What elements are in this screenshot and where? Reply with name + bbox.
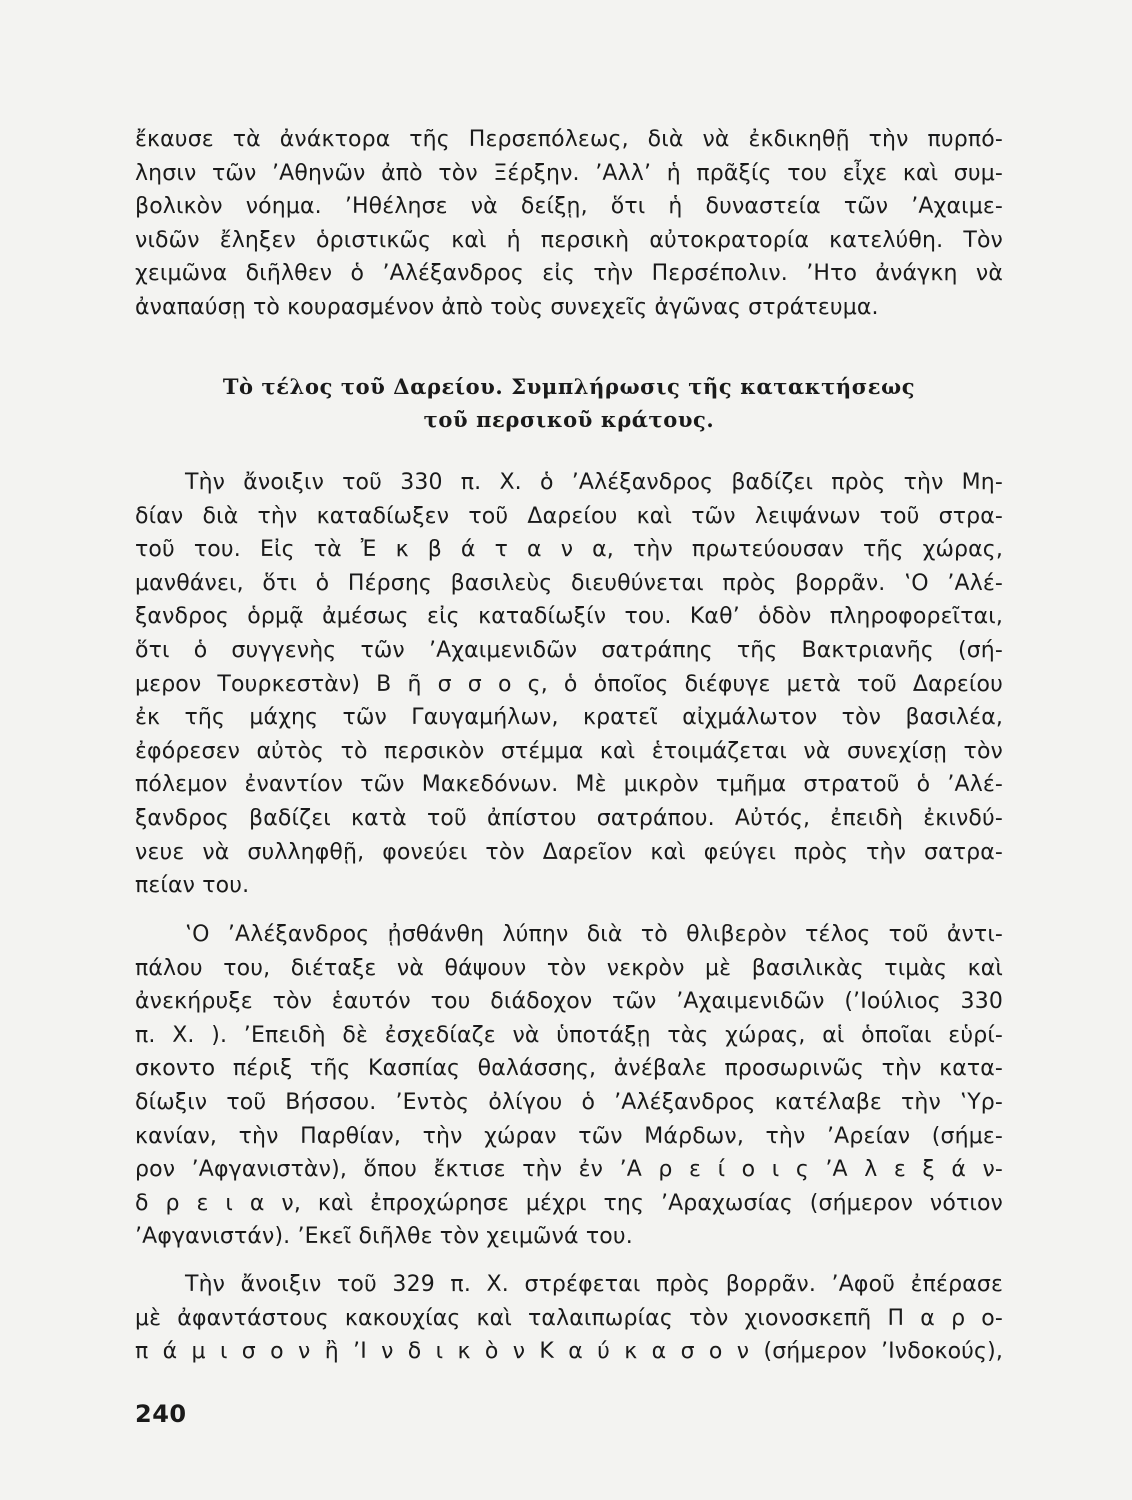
text-line: πόλεμον ἐναντίον τῶν Μακεδόνων. Μὲ μικρὸν τμῆμα στρατοῦ ὁ ’Αλέ- — [135, 772, 1003, 798]
heading-line: τοῦ περσικοῦ κράτους. — [423, 407, 715, 432]
text-line: μερον Τουρκεστὰν) Β ῆ σ σ ο ς, ὁ ὁποῖος διέφυγε μετὰ τοῦ Δαρείου — [135, 671, 1003, 697]
text-line: μὲ ἀφαντάστους κακουχίας καὶ ταλαιπωρίας τὸν χιονοσκεπῆ Π α ρ ο- — [135, 1305, 1003, 1331]
text-line: σκοντο πέριξ τῆς Κασπίας θαλάσσης, ἀνέβαλε προσωρινῶς τὴν κατα- — [135, 1056, 1003, 1082]
text-line: ξανδρος βαδίζει κατὰ τοῦ ἀπίστου σατράπου. Αὐτός, ἐπειδὴ ἐκινδύ- — [135, 805, 1003, 831]
section-heading — [135, 370, 1003, 436]
text-line: ὅτι ὁ συγγενὴς τῶν ’Αχαιμενιδῶν σατράπης τῆς Βακτριανῆς (σή- — [135, 637, 1003, 663]
text-line: πάλου του, διέταξε νὰ θάψουν τὸν νεκρὸν μὲ βασιλικὰς τιμὰς καὶ — [135, 955, 1003, 981]
text-line: ἐφόρεσεν αὐτὸς τὸ περσικὸν στέμμα καὶ ἑτοιμάζεται νὰ συνεχίσῃ τὸν — [135, 738, 1003, 764]
text-line: ‛Ο ’Αλέξανδρος ᾐσθάνθη λύπην διὰ τὸ θλιβερὸν τέλος τοῦ ἀντι- — [185, 922, 1003, 947]
text-line: δ ρ ε ι α ν, καὶ ἐπροχώρησε μέχρι της ’Αραχωσίας (σήμερον νότιον — [135, 1190, 1003, 1216]
text-line: βολικὸν νόημα. ’Ηθέλησε νὰ δείξῃ, ὅτι ἡ δυναστεία τῶν ’Αχαιμε- — [135, 194, 1003, 220]
text-line: ἐκ τῆς μάχης τῶν Γαυγαμήλων, κρατεῖ αἰχμάλωτον τὸν βασιλέα, — [135, 705, 1003, 731]
paragraph-2 — [135, 466, 1003, 903]
text-line: κανίαν, τὴν Παρθίαν, τὴν χώραν τῶν Μάρδων, τὴν ’Αρείαν (σήμε- — [135, 1123, 1003, 1149]
text-line: ἔκαυσε τὰ ἀνάκτορα τῆς Περσεπόλεως, διὰ νὰ ἐκδικηθῇ τὴν πυρπό- — [135, 127, 1003, 152]
text-line: νιδῶν ἔληξεν ὁριστικῶς καὶ ἡ περσικὴ αὐτοκρατορία κατελύθη. Τὸν — [135, 227, 1003, 253]
text-line: ’Αφγανιστάν). ’Εκεῖ διῆλθε τὸν χειμῶνά του. — [135, 1224, 633, 1250]
text-line: δίωξιν τοῦ Βήσσου. ’Εντὸς ὀλίγου ὁ ’Αλέξανδρος κατέλαβε τὴν ‛Υρ- — [135, 1089, 1003, 1115]
text-line: ξανδρος ὁρμᾷ ἀμέσως εἰς καταδίωξίν του. Καθ’ ὁδὸν πληροφορεῖται, — [135, 604, 1003, 630]
paragraph-4 — [135, 1268, 1003, 1369]
paragraph-1 — [135, 123, 1003, 325]
text-line: πείαν του. — [135, 873, 250, 899]
text-line: ρον ’Αφγανιστὰν), ὅπου ἔκτισε τὴν ἐν ’Α ρ ε ί ο ι ς ’Α λ ε ξ ά ν- — [135, 1157, 1003, 1183]
text-line: ἀνεκήρυξε τὸν ἑαυτόν του διάδοχον τῶν ’Αχαιμενιδῶν (’Ιούλιος 330 — [135, 989, 1003, 1015]
text-line: Τὴν ἄνοιξιν τοῦ 329 π. Χ. στρέφεται πρὸς βορρᾶν. ’Αφοῦ ἐπέρασε — [185, 1272, 1003, 1297]
text-line: χειμῶνα διῆλθεν ὁ ’Αλέξανδρος εἰς τὴν Περσέπολιν. ’Ητο ἀνάγκη νὰ — [135, 261, 1003, 287]
text-line: π ά μ ι σ ο ν ἢ ’Ι ν δ ι κ ὸ ν Κ α ύ κ α σ ο ν (σήμερον ’Ινδοκούς), — [135, 1339, 1003, 1365]
page-number: 240 — [135, 1400, 187, 1428]
text-line: δίαν διὰ τὴν καταδίωξεν τοῦ Δαρείου καὶ τῶν λειψάνων τοῦ στρα- — [135, 503, 1003, 529]
text-line: νευε νὰ συλληφθῇ, φονεύει τὸν Δαρεῖον καὶ φεύγει πρὸς τὴν σατρα- — [135, 839, 1003, 865]
text-line: ἀναπαύσῃ τὸ κουρασμένον ἀπὸ τοὺς συνεχεῖς ἀγῶνας στράτευμα. — [135, 294, 879, 320]
text-line: Τὴν ἄνοιξιν τοῦ 330 π. Χ. ὁ ’Αλέξανδρος βαδίζει πρὸς τὴν Μη- — [185, 470, 1003, 495]
heading-line: Τὸ τέλος τοῦ Δαρείου. Συμπλήρωσις τῆς κατακτήσεως — [222, 374, 916, 399]
text-line: λησιν τῶν ’Αθηνῶν ἀπὸ τὸν Ξέρξην. ’Αλλ’ ἡ πρᾶξίς του εἶχε καὶ συμ- — [135, 160, 1003, 186]
text-line: τοῦ του. Εἰς τὰ Ἐ κ β ά τ α ν α, τὴν πρωτεύουσαν τῆς χώρας, — [135, 537, 1003, 563]
text-line: μανθάνει, ὅτι ὁ Πέρσης βασιλεὺς διευθύνεται πρὸς βορρᾶν. ‛Ο ’Αλέ- — [135, 570, 1003, 596]
text-line: π. Χ. ). ’Επειδὴ δὲ ἐσχεδίαζε νὰ ὑποτάξῃ τὰς χώρας, αἱ ὁποῖαι εὑρί- — [135, 1022, 1003, 1048]
paragraph-3 — [135, 918, 1003, 1254]
